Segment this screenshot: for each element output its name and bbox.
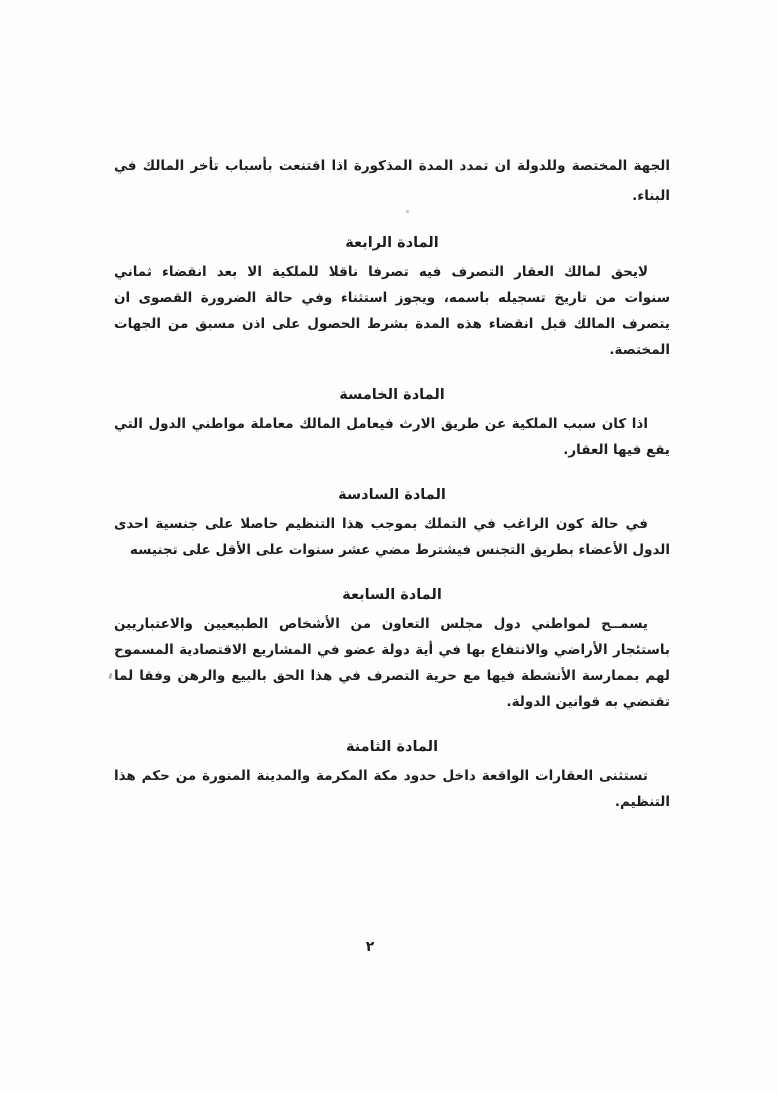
text-line: يتصرف المالك قبل انقضاء هذه المدة بشرط الحصول على اذن مسبق من الجهات [114, 316, 670, 332]
article-8-heading: المادة الثامنة [345, 739, 439, 755]
text-line: باستئجار الأراضي والانتفاع بها في أية دولة عضو في المشاريع الاقتصادية المسموح [114, 642, 670, 658]
text-line: الدول الأعضاء بطريق التجنس فيشترط مضي عشر سنوات على الأقل على تجنيسه [129, 542, 670, 558]
text-line: يقع فيها العقار. [563, 442, 670, 458]
article-8-body [114, 763, 670, 815]
article-4-body [114, 259, 670, 363]
text-line: يسمــح لمواطني دول مجلس التعاون من الأشخاص الطبيعيين والاعتباريين [114, 616, 648, 632]
text-line: التنظيم. [614, 794, 670, 810]
text-line: الجهة المختصة وللدولة ان تمدد المدة المذكورة اذا اقتنعت بأسباب تأخر المالك في [114, 158, 670, 174]
scan-artifact-speck [108, 673, 112, 680]
text-line: اذا كان سبب الملكية عن طريق الارث فيعامل المالك معاملة مواطني الدول التي [114, 416, 648, 432]
article-4-heading: المادة الرابعة [345, 235, 439, 251]
article-7-heading: المادة السابعة [342, 587, 442, 603]
article-5-heading: المادة الخامسة [339, 387, 445, 403]
article-6-body [114, 511, 670, 563]
article-6-heading: المادة السادسة [338, 487, 446, 503]
paragraph-continuation [114, 151, 670, 211]
text-line: لهم بممارسة الأنشطة فيها مع حرية التصرف في هذا الحق بالبيع والرهن وفقا لما [114, 668, 670, 684]
text-line: لايحق لمالك العقار التصرف فيه تصرفا ناقلا للملكية الا بعد انقضاء ثماني [114, 264, 648, 280]
document-text-block [114, 151, 670, 815]
text-line: تستثنى العقارات الواقعة داخل حدود مكة المكرمة والمدينة المنورة من حكم هذا [114, 768, 648, 784]
text-line: تقتضي به قوانين الدولة. [506, 694, 670, 710]
text-line: في حالة كون الراغب في التملك بموجب هذا التنظيم حاصلا على جنسية احدى [114, 516, 648, 532]
text-line: المختصة. [609, 342, 670, 358]
article-7-body [114, 611, 670, 715]
text-line: سنوات من تاريخ تسجيله باسمه، ويجوز استثناء وفي حالة الضرورة القصوى ان [114, 290, 670, 306]
article-5-body [114, 411, 670, 463]
page-number: ٢ [365, 939, 375, 955]
text-line: البناء. [632, 188, 670, 204]
